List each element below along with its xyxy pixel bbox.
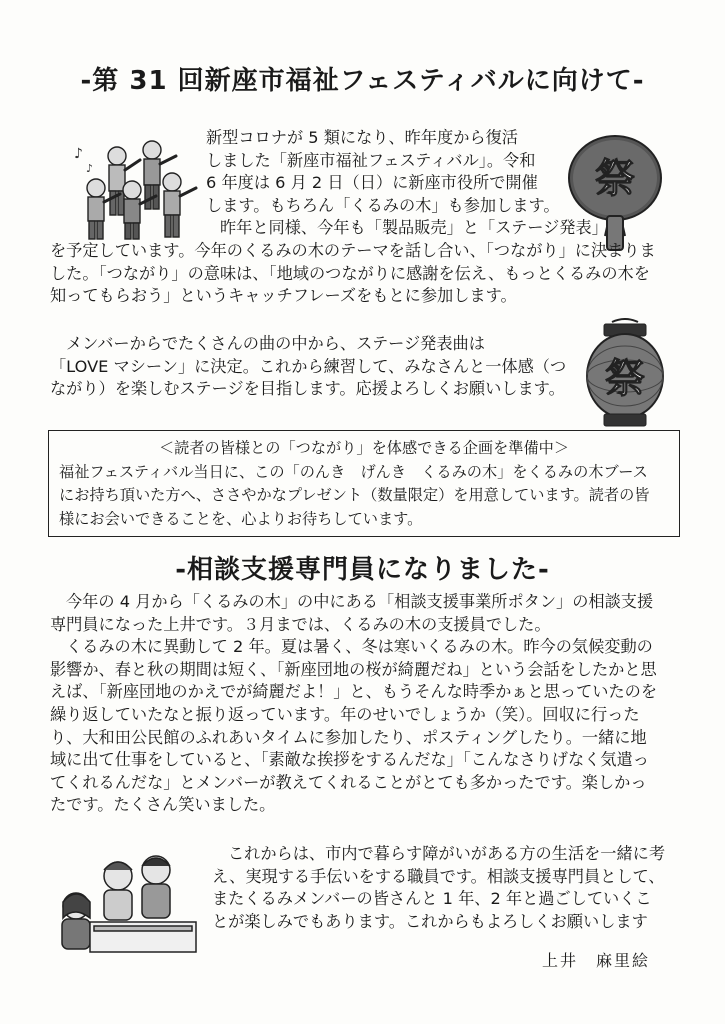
text-line: メンバーからでたくさんの曲の中から、ステージ発表曲は <box>66 334 485 353</box>
stage-song-paragraph <box>50 333 610 401</box>
text-line: を予定しています。今年のくるみの木のテーマを話し合い、「つながり」に決まりま <box>50 240 656 260</box>
text-line: にお持ち頂いた方へ、ささやかなプレゼント（数量限定）を用意しています。読者の皆 <box>59 486 650 504</box>
consultation-paragraph <box>50 591 690 817</box>
text-line: した。「つながり」の意味は、「地域のつながりに感謝を伝え、もっとくるみの木を <box>50 263 650 283</box>
text-line: えば、「新座団地のかえでが綺麗だよ！」と、もうそんな時季かぁと思っていたのを <box>50 682 658 702</box>
text-line: 6 年度は 6 月 2 日（日）に新座市役所で開催 <box>206 173 538 193</box>
text-line: 繰り返していたなと振り返っています。年のせいでしょうか（笑）。回収に行った <box>50 704 640 724</box>
festival-lantern-illustration <box>582 318 668 428</box>
svg-text:♪: ♪ <box>74 146 83 162</box>
notice-heading: ＜読者の皆様との「つながり」を体感できる企画を準備中＞ <box>158 439 570 457</box>
text-line: 様にお会いできることを、心よりお待ちしています。 <box>59 509 423 528</box>
text-line: 昨年と同様、今年も「製品販売」と「ステージ発表」 <box>220 218 608 238</box>
text-line: 福祉フェスティバル当日に、この「のんき げんき くるみの木」をくるみの木ブース <box>59 462 648 481</box>
text-line: 知ってもらおう」というキャッチフレーズをもとに参加します。 <box>50 286 517 306</box>
text-line: ながり）を楽しむステージを目指します。応援よろしくお願いします。 <box>50 379 565 399</box>
text-line: 今年の 4 月から「くるみの木」の中にある「相談支援事業所ポタン」の相談支援 <box>66 592 654 611</box>
text-line: たです。たくさん笑いました。 <box>50 795 276 815</box>
text-line: え、実現する手伝いをする職員です。相談支援専門員として、 <box>212 866 665 886</box>
text-line: これからは、市内で暮らす障がいがある方の生活を一緒に考 <box>228 844 666 863</box>
text-line: 域に出て仕事をしていると、「素敵な挨拶をするんだな」「こんなさりげなく気遣っ <box>50 750 649 770</box>
text-line: 新型コロナが 5 類になり、昨年度から復活 <box>206 128 518 147</box>
svg-text:♪: ♪ <box>86 162 94 175</box>
text-line: しました「新座市福祉フェスティバル」。令和 <box>206 150 536 170</box>
future-work-paragraph <box>212 843 692 933</box>
text-line: 専門員になった上井です。３月までは、くるみの木の支援員でした。 <box>50 614 551 634</box>
text-line: てくれるんだな」とメンバーが教えてくれることがとても多かったです。楽しかっ <box>50 772 647 792</box>
text-line: します。もちろん「くるみの木」も参加します。 <box>206 195 560 215</box>
author-signature: 上井 麻里絵 <box>542 951 651 970</box>
festival-intro-paragraph <box>50 127 680 308</box>
text-line: またくるみメンバーの皆さんと 1 年、2 年と過ごしていくこ <box>212 889 652 909</box>
counseling-illustration <box>52 848 202 964</box>
fan-kanji: 祭 <box>595 156 635 202</box>
text-line: とが楽しみでもあります。これからもよろしくお願いします <box>212 911 648 931</box>
section2-title: -相談支援専門員になりました- <box>175 555 550 585</box>
section1-title: -第 31 回新座市福祉フェスティバルに向けて- <box>80 66 645 96</box>
text-line: り、大和田公民館のふれあいタイムに参加したり、ポスティングしたり。一緒に地 <box>50 727 647 747</box>
lantern-kanji: 祭 <box>605 356 645 402</box>
text-line: 「LOVE マシーン」に決定。これから練習して、みなさんと一体感（つ <box>50 356 567 376</box>
text-line: くるみの木に異動して 2 年。夏は暑く、冬は寒いくるみの木。昨今の気候変動の <box>66 637 653 657</box>
text-line: 影響か、春と秋の期間は短く、「新座団地の桜が綺麗だね」という会話をしたかと思 <box>50 659 657 679</box>
reader-notice-box <box>48 430 680 537</box>
